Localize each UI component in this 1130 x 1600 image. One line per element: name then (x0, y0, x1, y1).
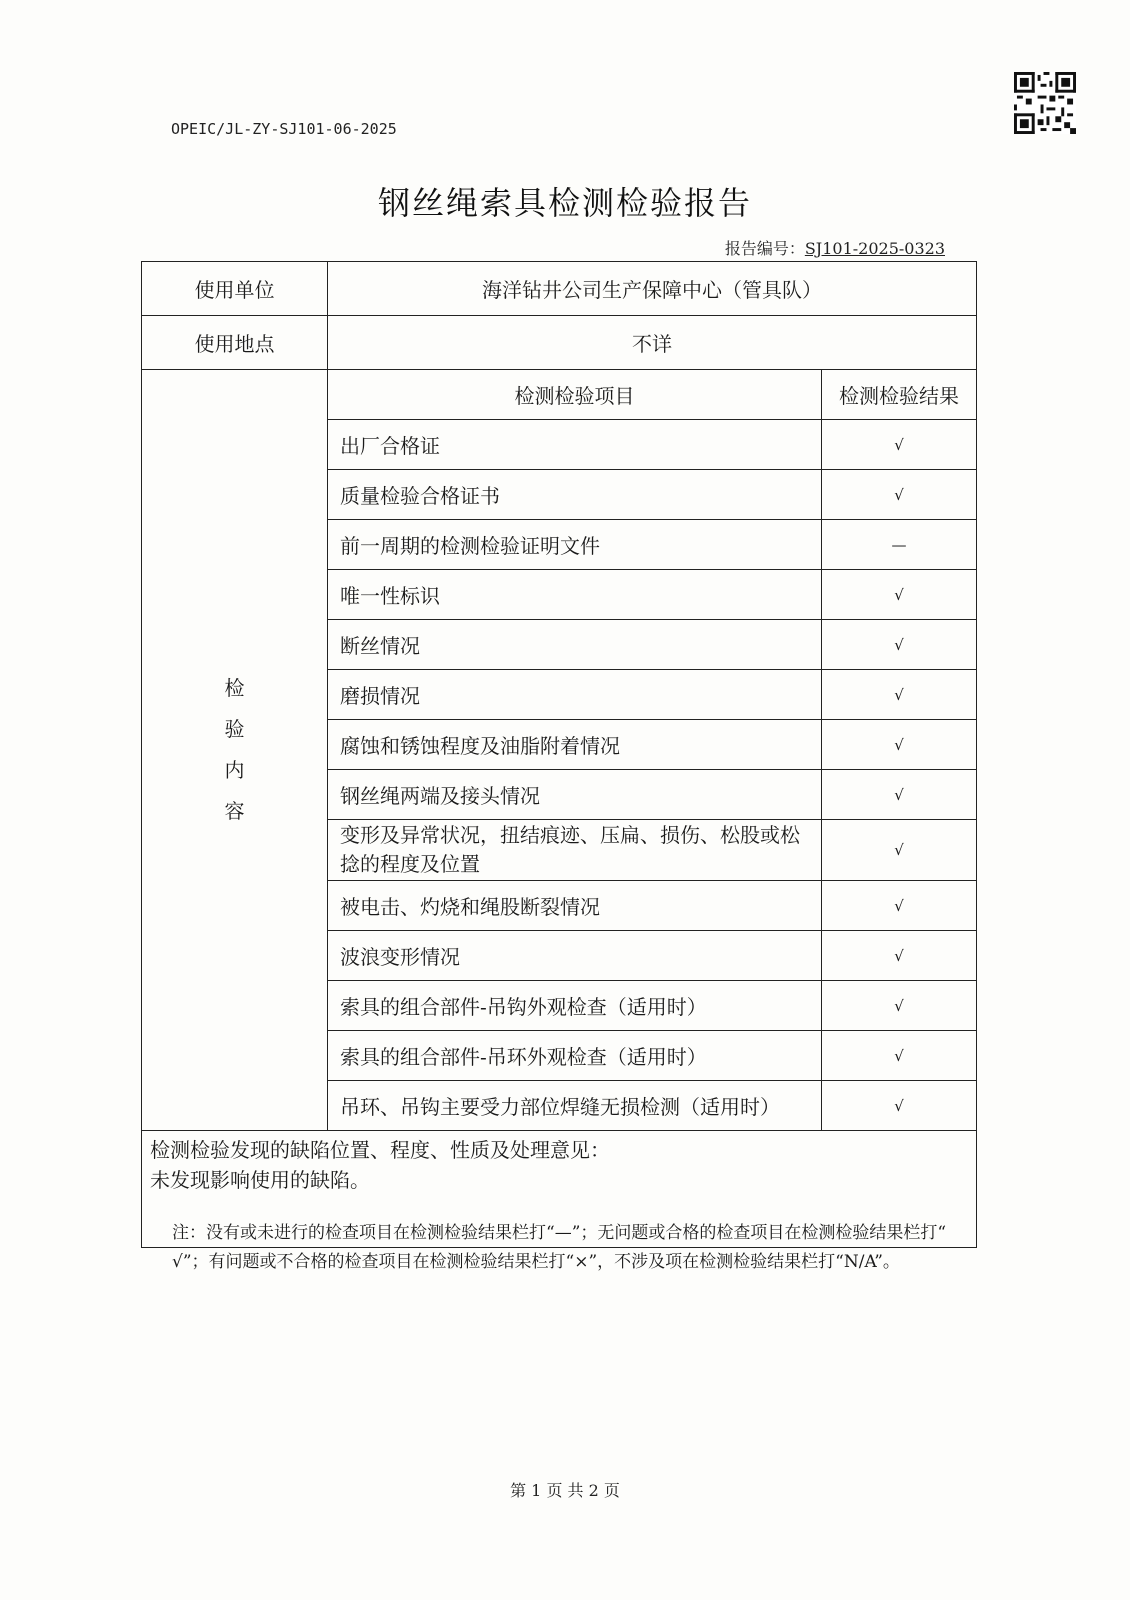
section-label (142, 370, 328, 1131)
page-footer: 第 1 页 共 2 页 (510, 1481, 620, 1500)
item-name: 磨损情况 (328, 670, 822, 720)
item-name: 断丝情况 (328, 620, 822, 670)
item-result: √ (822, 670, 977, 720)
item-name: 钢丝绳两端及接头情况 (328, 770, 822, 820)
item-result: √ (822, 570, 977, 620)
item-result: √ (822, 931, 977, 981)
section-label-char: 内 (224, 758, 245, 782)
report-number-value: SJ101-2025-0323 (804, 239, 945, 258)
item-name: 波浪变形情况 (328, 931, 822, 981)
item-name: 索具的组合部件-吊钩外观检查（适用时） (328, 981, 822, 1031)
info-row (142, 316, 977, 370)
info-row (142, 262, 977, 316)
item-name: 腐蚀和锈蚀程度及油脂附着情况 (328, 720, 822, 770)
item-name: 出厂合格证 (328, 420, 822, 470)
report-number (725, 236, 945, 259)
column-header-result: 检测检验结果 (822, 370, 977, 420)
defects-text: 未发现影响使用的缺陷。 (150, 1168, 370, 1192)
item-result: √ (822, 420, 977, 470)
item-name: 前一周期的检测检验证明文件 (328, 520, 822, 570)
item-result: √ (822, 1081, 977, 1131)
defects-heading: 检测检验发现的缺陷位置、程度、性质及处理意见： (150, 1138, 610, 1162)
inspection-table (141, 261, 977, 1248)
item-result: √ (822, 620, 977, 670)
item-result: — (822, 520, 977, 570)
info-label: 使用地点 (142, 316, 328, 370)
qr-code-icon (1014, 72, 1076, 134)
item-name: 吊环、吊钩主要受力部位焊缝无损检测（适用时） (328, 1081, 822, 1131)
report-title: 钢丝绳索具检测检验报告 (377, 184, 752, 222)
item-result: √ (822, 470, 977, 520)
column-header-item: 检测检验项目 (328, 370, 822, 420)
document-code: OPEIC/JL-ZY-SJ101-06-2025 (171, 120, 397, 138)
item-result: √ (822, 770, 977, 820)
item-name: 变形及异常状况，扭结痕迹、压扁、损伤、松股或松捻的程度及位置 (328, 820, 822, 881)
section-label-char: 检 (224, 676, 245, 700)
info-label: 使用单位 (142, 262, 328, 316)
info-value: 海洋钻井公司生产保障中心（管具队） (328, 262, 977, 316)
item-result: √ (822, 881, 977, 931)
info-value: 不详 (328, 316, 977, 370)
item-name: 被电击、灼烧和绳股断裂情况 (328, 881, 822, 931)
section-label-char: 容 (224, 799, 245, 823)
item-result: √ (822, 720, 977, 770)
column-header-row (142, 370, 977, 420)
item-result: √ (822, 1031, 977, 1081)
item-name: 唯一性标识 (328, 570, 822, 620)
section-label-char: 验 (224, 717, 245, 741)
item-name: 索具的组合部件-吊环外观检查（适用时） (328, 1031, 822, 1081)
item-result: √ (822, 981, 977, 1031)
report-number-label: 报告编号： (724, 239, 805, 258)
item-result: √ (822, 820, 977, 881)
note-text: 注：没有或未进行的检查项目在检测检验结果栏打“—”；无问题或合格的检查项目在检测检验结果栏打“ √”；有问题或不合格的检查项目在检测检验结果栏打“×”，不涉及项在检测检验结果栏打“N/A”。 (172, 1223, 947, 1272)
item-name: 质量检验合格证书 (328, 470, 822, 520)
